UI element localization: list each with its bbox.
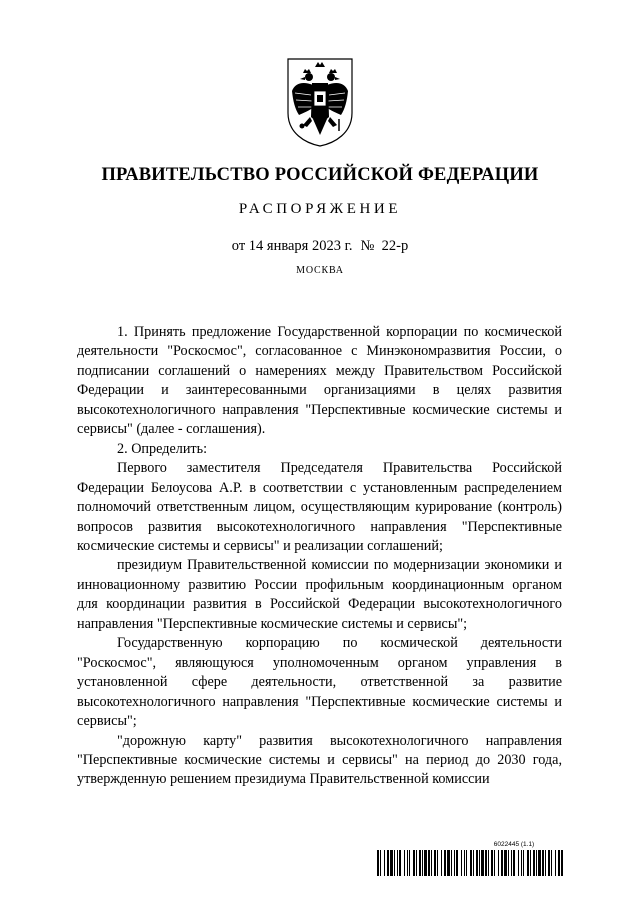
date-line: [0, 238, 640, 255]
number-sign: №: [360, 238, 375, 254]
paragraph: 1. Принять предложение Государственной корпорации по космической деятельности "Роскосмос", согласованное с Минэкономразвития России, о подписании соглашений о намерениях между Правительством Российской Федерации и заинтересованными организациями в целях развития высокотехнологичного направления "Перспективные космические системы и сервисы" (далее - соглашения).: [77, 324, 562, 438]
document-number: 22-р: [381, 238, 409, 254]
document-code: 6022445 (1.1): [493, 841, 535, 848]
paragraph: "дорожную карту" развития высокотехнологичного направления "Перспективные космические системы и сервисы" на период до 2030 года, утвержденную решением президиума Правительственной комиссии: [77, 732, 562, 788]
coat-of-arms-icon: [283, 55, 357, 147]
paragraph: Государственную корпорацию по космической деятельности "Роскосмос", являющуюся уполномоченным органом управления в установленной сфере деятельности, ответственной за развитие высокотехнологичного направления "Перспективные космические системы и сервисы";: [77, 635, 562, 730]
paragraph: Первого заместителя Председателя Правительства Российской Федерации Белоусова А.Р. в соответствии с установленным распределением полномочий ответственным лицом, осуществляющим курирование (контроль) вопросов развития высокотехнологичного направления "Перспективные космические системы и сервисы" и реализации соглашений;: [77, 460, 562, 554]
document-body: [77, 323, 562, 790]
city-name: МОСКВА: [296, 265, 344, 276]
paragraph: президиум Правительственной комиссии по модернизации экономики и инновационному развитию России профильным координационным органом для координации развития в Российской Федерации высокотехнологичного направления "Перспективные космические системы и сервисы";: [77, 557, 562, 632]
document-type: РАСПОРЯЖЕНИЕ: [238, 201, 402, 217]
paragraph: 2. Определить:: [117, 440, 208, 457]
barcode-icon: [377, 850, 563, 876]
government-title: ПРАВИТЕЛЬСТВО РОССИЙСКОЙ ФЕДЕРАЦИИ: [101, 165, 539, 185]
document-date: от 14 января 2023 г.: [231, 238, 353, 254]
